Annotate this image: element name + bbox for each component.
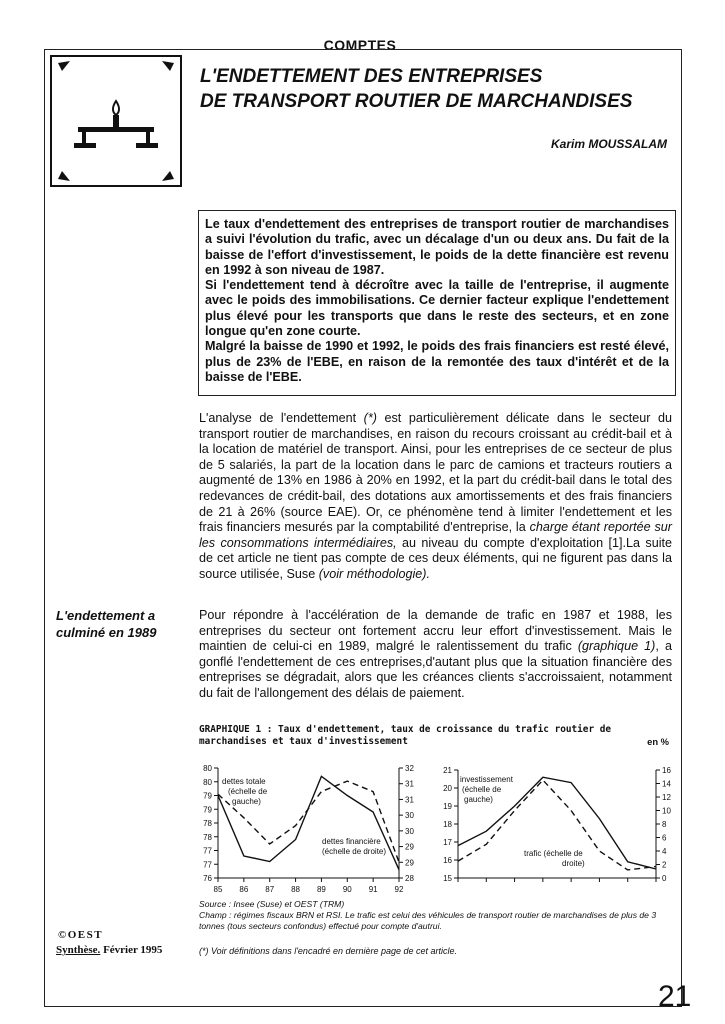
footnote-ref: (*) [363,411,377,425]
left-tick-label: 79 [203,791,212,801]
x-tick-label: 92 [394,885,404,894]
text-run: , a gonflé l'endettement de ces entreprises,d'autant plus que la situation financière des entreprises se dégradait, alors que les créances clients s'accroissaient, notamment du fait de l'allongement des délais de paiement. [199,639,672,700]
publisher-synthese [56,944,162,956]
right-tick-label: 30 [405,811,414,821]
left-tick-label: 18 [443,820,452,829]
chart-debt [196,760,426,898]
right-tick-label: 2 [662,860,667,870]
scales-logo [50,55,182,187]
left-tick-label: 15 [443,874,452,883]
series-label: (échelle de [228,787,268,796]
x-tick-label: 89 [316,885,326,894]
abstract-para-2: Si l'endettement tend à décroître avec la taille de l'entreprise, il augmente avec le poids des immobilisations. Ce dernier facteur explique l'endettement plus élevé pour les transports que dans le reste des secteurs, et en zone longue qu'en zone courte. [205,278,669,339]
side-heading: L'endettement a culminé en 1989 [56,608,157,640]
page-number: 21 [658,980,692,1013]
abstract-box [198,210,676,396]
right-tick-label: 29 [405,842,414,852]
left-tick-label: 21 [443,766,452,775]
section-title: COMPTES [323,37,397,53]
right-tick-label: 4 [662,847,667,856]
balance-scale-icon [52,57,180,185]
scope-note: Champ : régimes fiscaux BRN et RSI. Le trafic est celui des véhicules de transport routier de marchandises de plus de 3 tonnes (tous secteurs confondus) effectué pour compte d'autrui. [199,910,657,931]
x-tick-label: 87 [265,885,275,894]
left-tick-label: 19 [443,802,452,811]
abstract-para-1: Le taux d'endettement des entreprises de transport routier de marchandises a suivi l'évolution du trafic, avec un décalage d'un ou deux ans. Du fait de la baisse de l'effort d'investissement, le poids de la dette financière est revenu en 1992 à son niveau de 1987. [205,217,669,277]
right-tick-label: 10 [662,806,671,816]
title-line-2: DE TRANSPORT ROUTIER DE MARCHANDISES [200,91,633,112]
series-label: (échelle de droite) [322,847,387,856]
article-title [200,64,670,114]
x-tick-label: 85 [213,885,223,894]
italic-run: charge étant reportée sur les consommations intermédiaires, [199,520,672,550]
series-label: droite) [562,859,585,868]
right-tick-label: 32 [405,764,414,773]
left-tick-label: 80 [203,764,212,773]
right-tick-label: 6 [662,833,667,843]
left-tick-label: 20 [443,784,452,793]
left-tick-label: 77 [203,846,212,856]
series-label: trafic (échelle de [524,849,583,858]
title-line-1: L'ENDETTEMENT DES ENTREPRISES [200,66,543,87]
abstract-para-3: Malgré la baisse de 1990 et 1992, le poids des frais financiers est resté élevé, plus de 23% de l'EBE, en raison de la remontée des taux d'intérêt et de la baisse de l'EBE. [205,339,669,384]
x-tick-label: 88 [291,885,301,894]
graph-unit: en % [647,736,669,747]
series-label: gauche) [232,797,261,806]
left-tick-label: 78 [203,819,212,828]
series-label: dettes financière [322,837,381,846]
right-tick-label: 12 [662,793,671,802]
publisher-oest: ©OEST [58,929,104,941]
right-tick-label: 14 [662,779,671,789]
synthese-label: Synthèse. [56,944,101,956]
series-label: investissement [460,775,513,784]
x-tick-label: 90 [342,885,352,894]
author: Karim MOUSSALAM [550,137,667,151]
right-tick-label: 0 [662,874,667,883]
publication-date: Février 1995 [103,944,163,956]
text-run: est particulièrement délicate dans le secteur du transport routier de marchandises, en raison du recours croissant au crédit-bail et à la location de matériel de transport. Ainsi, pour les entreprises de ce secteur de plus de 5 salariés, la part de la location dans le parc de camions et tracteurs routiers a augmenté de 13% en 1986 à 20% en 1992, et la part du crédit-bail dans le total des redevances de crédit-bail, des dotations aux amortissements et des frais financiers de 21 à 26% (source EAE). Or, ce phénomène tend à limiter l'endettement et les frais financiers mesurés par la comptabilité d'entreprise, la [199,411,672,535]
methodology-ref: (voir méthodologie). [318,566,430,581]
footnotes [199,899,677,932]
right-tick-label: 16 [662,766,671,775]
chart-investment-traffic [434,760,680,898]
source-note: Source : Insee (Suse) et OEST (TRM) [199,899,345,909]
body-paragraph-1 [199,411,672,583]
definitions-note: (*) Voir définitions dans l'encadré en dernière page de cet article. [199,946,458,956]
left-tick-label: 16 [443,856,452,865]
right-tick-label: 30 [405,826,414,836]
text-run: L'analyse de l'endettement [199,411,364,425]
right-tick-label: 28 [405,874,414,883]
left-tick-label: 80 [203,777,212,787]
right-tick-label: 29 [405,858,414,868]
left-tick-label: 77 [203,860,212,870]
left-tick-label: 76 [203,874,212,883]
left-tick-label: 78 [203,832,212,842]
text-run: au niveau du compte d'exploitation [1].La suite de cet article ne tient pas compte de ces deux éléments, qui ne figurent pas dans la source utilisée, Suse [199,535,672,581]
series-label: (échelle de [462,785,502,794]
left-tick-label: 17 [443,838,452,847]
graph-ref: (graphique 1) [577,639,656,654]
x-tick-label: 86 [239,885,249,894]
x-tick-label: 91 [368,885,378,894]
right-tick-label: 31 [405,779,414,789]
series-label: dettes totale [222,777,266,786]
right-tick-label: 31 [405,795,414,805]
right-tick-label: 8 [662,820,667,829]
series-label: gauche) [464,795,493,804]
body-paragraph-2 [199,608,672,702]
graph-title: GRAPHIQUE 1 : Taux d'endettement, taux de croissance du trafic routier de marchandises et taux d'investissement [199,724,612,747]
left-tick-label: 79 [203,805,212,815]
text-run: Pour répondre à l'accélération de la demande de trafic en 1987 et 1988, les entreprises du secteur ont fortement accru leur effort d'investissement. Mais le maintien de celui-ci en 1989, malgré le ralentissement du trafic [199,608,672,654]
